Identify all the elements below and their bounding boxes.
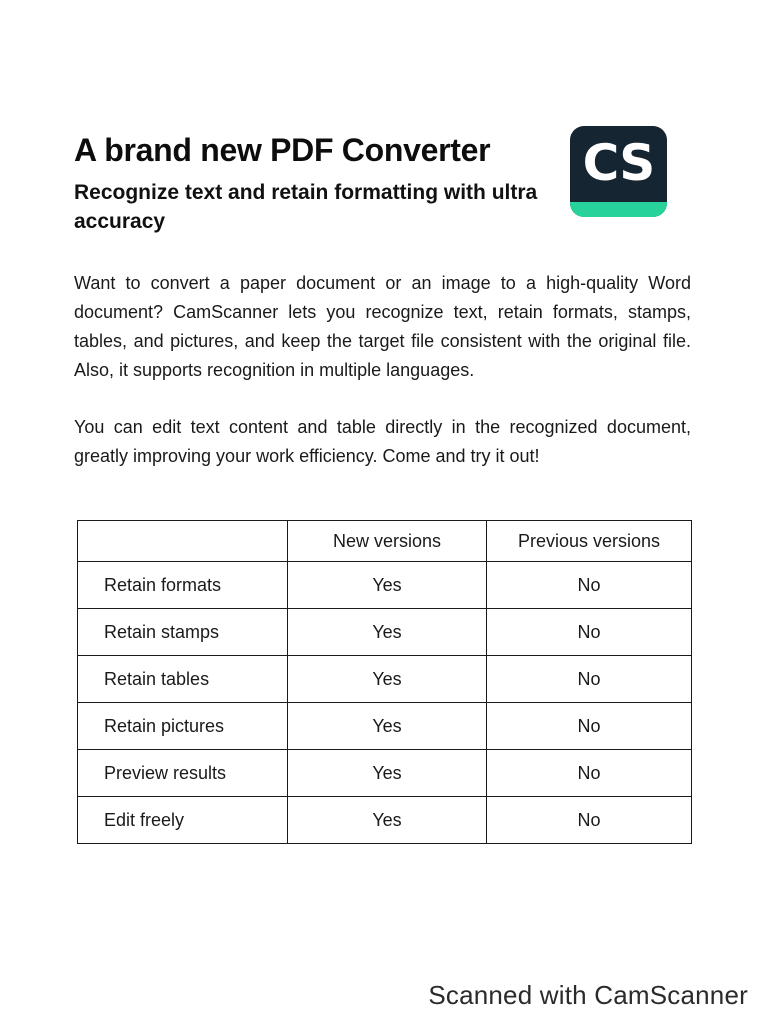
table-row — [78, 797, 692, 844]
comparison-table — [77, 520, 692, 844]
previous-version-cell: No — [487, 797, 692, 844]
new-version-cell: Yes — [288, 750, 487, 797]
new-version-cell: Yes — [288, 656, 487, 703]
intro-paragraph: Want to convert a paper document or an image to a high-quality Word document? CamScanner lets you recognize text, retain formats, stamps, tables, and pictures, and keep the target file consistent with the original file. Also, it supports recognition in multiple languages. — [74, 273, 691, 380]
previous-version-cell: No — [487, 703, 692, 750]
table-row — [78, 750, 692, 797]
feature-cell: Preview results — [78, 750, 288, 797]
new-version-cell: Yes — [288, 562, 487, 609]
table-row — [78, 609, 692, 656]
camscanner-logo-icon — [570, 126, 667, 217]
previous-version-cell: No — [487, 656, 692, 703]
new-version-cell: Yes — [288, 797, 487, 844]
logo-accent-stripe — [570, 202, 667, 217]
table-row — [78, 562, 692, 609]
previous-version-cell: No — [487, 750, 692, 797]
previous-version-cell: No — [487, 562, 692, 609]
scanner-watermark: Scanned with CamScanner — [428, 980, 748, 1010]
previous-version-cell: No — [487, 609, 692, 656]
page-title: A brand new PDF Converter — [74, 132, 491, 168]
table-header-cell: Previous versions — [487, 521, 692, 562]
table-header-cell: New versions — [288, 521, 487, 562]
feature-cell: Retain pictures — [78, 703, 288, 750]
edit-paragraph: You can edit text content and table directly in the recognized document, greatly improving your work efficiency. Come and try it out! — [74, 417, 691, 466]
table-header-cell — [78, 521, 288, 562]
table-row — [78, 656, 692, 703]
logo-mark: CS — [582, 134, 655, 192]
new-version-cell: Yes — [288, 703, 487, 750]
new-version-cell: Yes — [288, 609, 487, 656]
feature-cell: Retain stamps — [78, 609, 288, 656]
page-subtitle: Recognize text and retain formatting with ultra accuracy — [74, 181, 538, 233]
table-row — [78, 703, 692, 750]
feature-cell: Retain formats — [78, 562, 288, 609]
feature-cell: Edit freely — [78, 797, 288, 844]
feature-cell: Retain tables — [78, 656, 288, 703]
table-header-row — [78, 521, 692, 562]
